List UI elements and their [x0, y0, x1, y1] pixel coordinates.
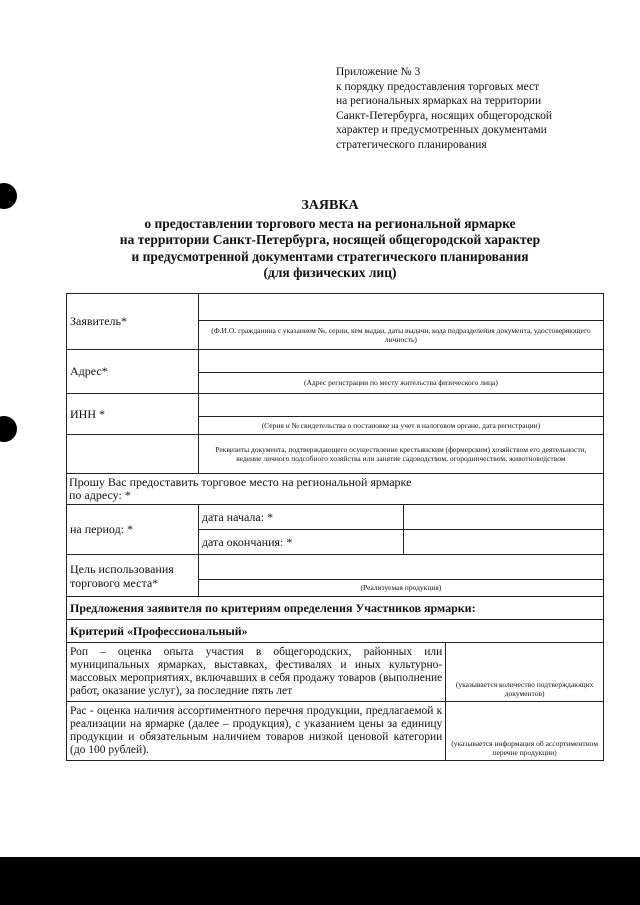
inn-hint: (Серия и № свидетельства о постановке на учет в налоговом органе, дата регистрации) — [198, 417, 603, 435]
rop-hint[interactable]: (указывается количество подтверждающих документов) — [446, 643, 604, 702]
scan-bottom-edge — [0, 857, 640, 905]
ras-criterion-text: Рас - оценка наличия ассортиментного перечня продукции, предлагаемой к реализации на ярмарке (далее – продукция), с указанием цены за единицу продукции и обязательным наличием товаров низкой ценовой категории (до 100 рублей). — [67, 702, 446, 761]
address-label: Адрес* — [67, 350, 199, 394]
appendix-note — [336, 65, 596, 153]
appendix-line: характер и предусмотренных документами — [336, 124, 547, 137]
farm-requisites-hint: Реквизиты документа, подтверждающего осуществление крестьянским (фермерским) хозяйством его деятельности, ведение личного подсобного хозяйства или занятие садоводством, огородничеством, животноводством — [198, 435, 603, 474]
title-line: и предусмотренной документами стратегического планирования — [131, 248, 529, 264]
purpose-hint: (Реализуемая продукция) — [198, 580, 603, 597]
application-form — [66, 293, 604, 761]
ras-hint[interactable]: (указывается информация об ассортиментном перечне продукции) — [446, 702, 604, 761]
title-line: на территории Санкт-Петербурга, носящей общегородской характер — [119, 232, 541, 247]
request-address-row[interactable] — [67, 474, 604, 505]
end-date-field[interactable] — [404, 530, 604, 555]
appendix-line: Санкт-Петербурга, носящих общегородской — [336, 109, 552, 122]
title-main: ЗАЯВКА — [301, 198, 359, 213]
criterion-heading: Критерий «Профессиональный» — [67, 620, 604, 643]
punch-hole-bottom — [0, 416, 17, 442]
punch-hole-top — [0, 183, 17, 209]
appendix-line: стратегического планирования — [336, 138, 487, 151]
start-date-field[interactable] — [404, 505, 604, 530]
period-label: на период: * — [67, 505, 199, 555]
proposals-heading: Предложения заявителя по критериям определения Участников ярмарки: — [67, 597, 604, 620]
title-line: (для физических лиц) — [263, 265, 397, 280]
purpose-field[interactable] — [198, 555, 603, 580]
request-line: Прошу Вас предоставить торговое место на региональной ярмарке — [69, 475, 412, 489]
appendix-line: к порядку предоставления торговых мест — [336, 80, 540, 93]
document-title — [60, 198, 600, 282]
address-field[interactable] — [198, 350, 603, 373]
rop-criterion-text: Роп – оценка опыта участия в общегородских, районных или муниципальных ярмарках, выставках, фестивалях и иных культурно-массовых мероприятиях, включавших в себя продажу товаров (выполнение работ, оказание услуг), за последние пять лет — [67, 643, 446, 702]
purpose-label: Цель использования торгового места* — [67, 555, 199, 597]
applicant-hint: (Ф.И.О. гражданина с указанием №, серии, кем выдан, даты выдачи, кода подразделения документа, удостоверяющего личность) — [198, 321, 603, 350]
applicant-label: Заявитель* — [67, 294, 199, 350]
start-date-label: дата начала: * — [198, 505, 404, 530]
farm-requisites-field[interactable] — [67, 435, 199, 474]
address-hint: (Адрес регистрации по месту жительства физического лица) — [198, 373, 603, 394]
appendix-line: Приложение № 3 — [336, 66, 421, 78]
appendix-line: на региональных ярмарках на территории — [336, 95, 542, 108]
title-line: о предоставлении торгового места на региональной ярмарке — [144, 215, 516, 231]
applicant-field[interactable] — [198, 294, 603, 321]
inn-field[interactable] — [198, 394, 603, 417]
request-line: по адресу: * — [69, 488, 131, 502]
inn-label: ИНН * — [67, 394, 199, 435]
end-date-label: дата окончания: * — [198, 530, 404, 555]
